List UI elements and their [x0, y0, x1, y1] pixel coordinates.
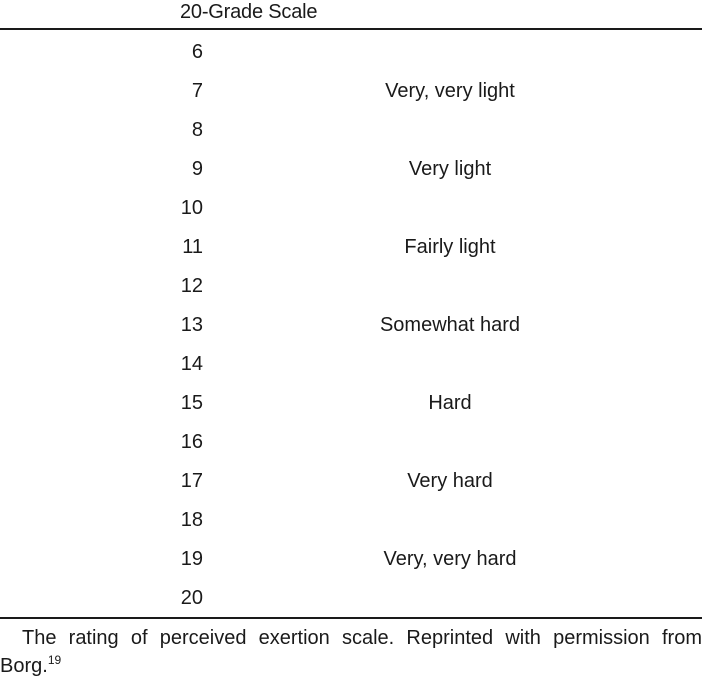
table-row: [0, 188, 702, 227]
grade-value: 7: [191, 80, 203, 102]
grade-value: 6: [191, 41, 203, 63]
table-row: [0, 110, 702, 149]
grade-value: 16: [180, 431, 203, 453]
table-row: [0, 461, 702, 500]
table-row: [0, 383, 702, 422]
table-row: [0, 227, 702, 266]
grade-value: 19: [180, 548, 203, 570]
caption-reference: 19: [47, 653, 62, 667]
top-rule: [0, 28, 702, 30]
caption-text: The rating of perceived exertion scale. Reprinted with permission from Borg.: [0, 627, 702, 677]
grade-description: Very, very hard: [383, 548, 517, 570]
grade-description: Very light: [408, 158, 492, 180]
table-row: [0, 500, 702, 539]
grade-value: 10: [180, 197, 203, 219]
grade-value: 13: [180, 314, 203, 336]
grade-value: 18: [180, 509, 203, 531]
grade-value: 12: [180, 275, 203, 297]
table-row: [0, 71, 702, 110]
table-row: [0, 266, 702, 305]
grade-value: 15: [180, 392, 203, 414]
grade-description: Very, very light: [385, 80, 515, 102]
grade-value: 20: [180, 587, 203, 609]
grade-value: 14: [180, 353, 203, 375]
table-caption: [0, 624, 702, 680]
table-row: [0, 32, 702, 71]
table-body: [0, 32, 702, 617]
table-row: [0, 539, 702, 578]
table-row: [0, 578, 702, 617]
grade-description: Very hard: [407, 470, 493, 492]
grade-value: 17: [180, 470, 203, 492]
grade-description: Fairly light: [404, 236, 496, 258]
grade-value: 9: [191, 158, 203, 180]
table-row: [0, 344, 702, 383]
table-row: [0, 305, 702, 344]
grade-description: Hard: [428, 392, 472, 414]
table-header: 20-Grade Scale: [180, 1, 318, 23]
grade-description: Somewhat hard: [379, 314, 521, 336]
grade-value: 11: [182, 236, 203, 258]
table-row: [0, 422, 702, 461]
grade-value: 8: [191, 119, 203, 141]
table-row: [0, 149, 702, 188]
bottom-rule: [0, 617, 702, 619]
